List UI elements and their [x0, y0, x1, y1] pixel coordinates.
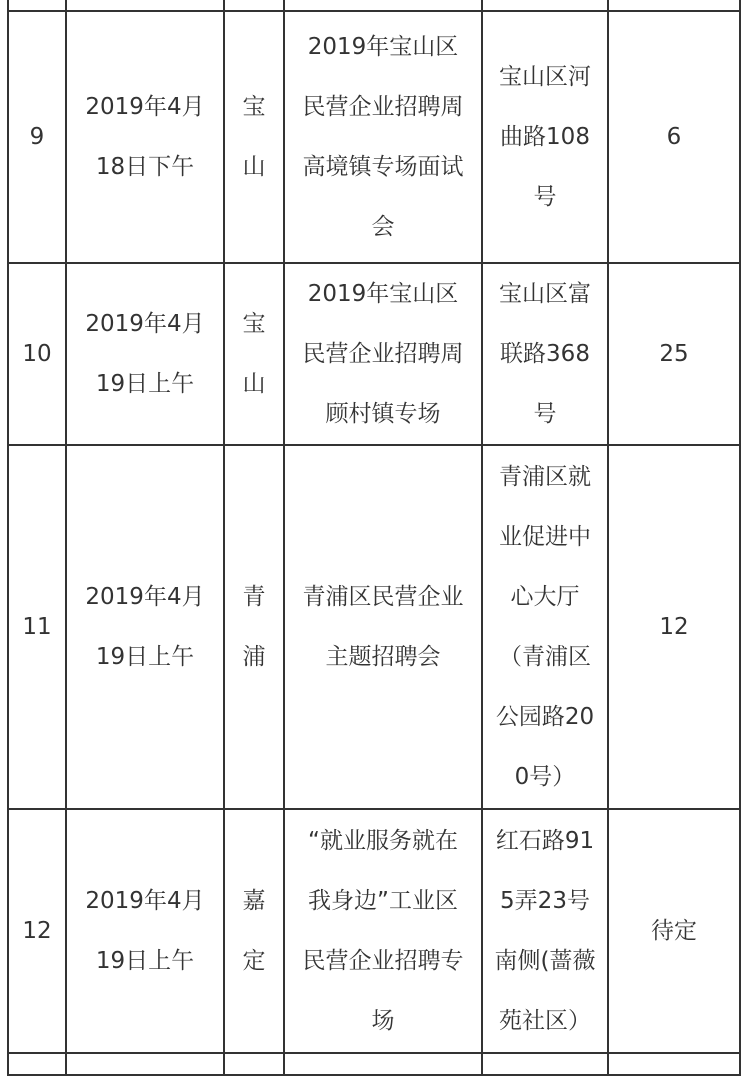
table-cell-empty — [608, 0, 740, 11]
address-cell — [482, 445, 608, 809]
row-number: 9 — [29, 124, 45, 150]
event-name: “就业服务就在我身边”工业区民营企业招聘专场 — [302, 828, 464, 1034]
time-cell — [66, 263, 224, 445]
district: 宝山 — [242, 94, 266, 180]
address: 红石路915弄23号南侧(蔷薇苑社区） — [494, 828, 596, 1034]
company-count: 25 — [659, 341, 689, 367]
table-cell-empty — [224, 0, 284, 11]
table-cell-empty — [224, 1053, 284, 1075]
address-cell — [482, 263, 608, 445]
table-cell-empty — [8, 0, 66, 11]
district: 宝山 — [242, 311, 266, 397]
table-cell-empty — [482, 0, 608, 11]
table-cell-empty — [284, 0, 482, 11]
address-cell — [482, 11, 608, 263]
table-cell-empty — [284, 1053, 482, 1075]
table-cell-empty — [8, 1053, 66, 1075]
district-cell — [224, 11, 284, 263]
event-time: 2019年4月19日上午 — [85, 584, 205, 670]
event-name-cell — [284, 809, 482, 1053]
event-name-cell — [284, 11, 482, 263]
table-cell-empty — [66, 1053, 224, 1075]
address: 宝山区河曲路108号 — [499, 64, 591, 210]
event-time: 2019年4月19日上午 — [85, 888, 205, 974]
event-name: 青浦区民营企业主题招聘会 — [302, 584, 464, 670]
row-number: 12 — [22, 918, 52, 944]
time-cell — [66, 11, 224, 263]
count-cell — [608, 445, 740, 809]
row-number-cell — [8, 263, 66, 445]
time-cell — [66, 809, 224, 1053]
district-cell — [224, 809, 284, 1053]
district-cell — [224, 263, 284, 445]
count-cell — [608, 809, 740, 1053]
row-number: 11 — [22, 614, 52, 640]
event-name: 2019年宝山区民营企业招聘周高境镇专场面试会 — [302, 34, 464, 240]
table-row — [8, 445, 740, 809]
table-row-partial-bottom — [8, 1053, 740, 1075]
district: 嘉定 — [242, 888, 266, 974]
event-name: 2019年宝山区民营企业招聘周顾村镇专场 — [302, 281, 464, 427]
count-cell — [608, 263, 740, 445]
district: 青浦 — [242, 584, 266, 670]
address: 青浦区就业促进中心大厅（青浦区公园路200号） — [495, 464, 595, 790]
address-cell — [482, 809, 608, 1053]
address: 宝山区富联路368号 — [499, 281, 591, 427]
company-count: 待定 — [651, 918, 697, 944]
table-cell-empty — [482, 1053, 608, 1075]
row-number-cell — [8, 445, 66, 809]
table-cell-empty — [66, 0, 224, 11]
event-time: 2019年4月18日下午 — [85, 94, 205, 180]
table-row — [8, 263, 740, 445]
recruitment-table-container — [7, 0, 741, 1076]
table-row — [8, 809, 740, 1053]
table-row — [8, 11, 740, 263]
event-time: 2019年4月19日上午 — [85, 311, 205, 397]
row-number-cell — [8, 809, 66, 1053]
count-cell — [608, 11, 740, 263]
table-row-partial-top — [8, 0, 740, 11]
company-count: 6 — [666, 124, 682, 150]
row-number-cell — [8, 11, 66, 263]
row-number: 10 — [22, 341, 52, 367]
event-name-cell — [284, 445, 482, 809]
table-cell-empty — [608, 1053, 740, 1075]
event-name-cell — [284, 263, 482, 445]
recruitment-table — [7, 0, 741, 1076]
district-cell — [224, 445, 284, 809]
time-cell — [66, 445, 224, 809]
company-count: 12 — [659, 614, 689, 640]
